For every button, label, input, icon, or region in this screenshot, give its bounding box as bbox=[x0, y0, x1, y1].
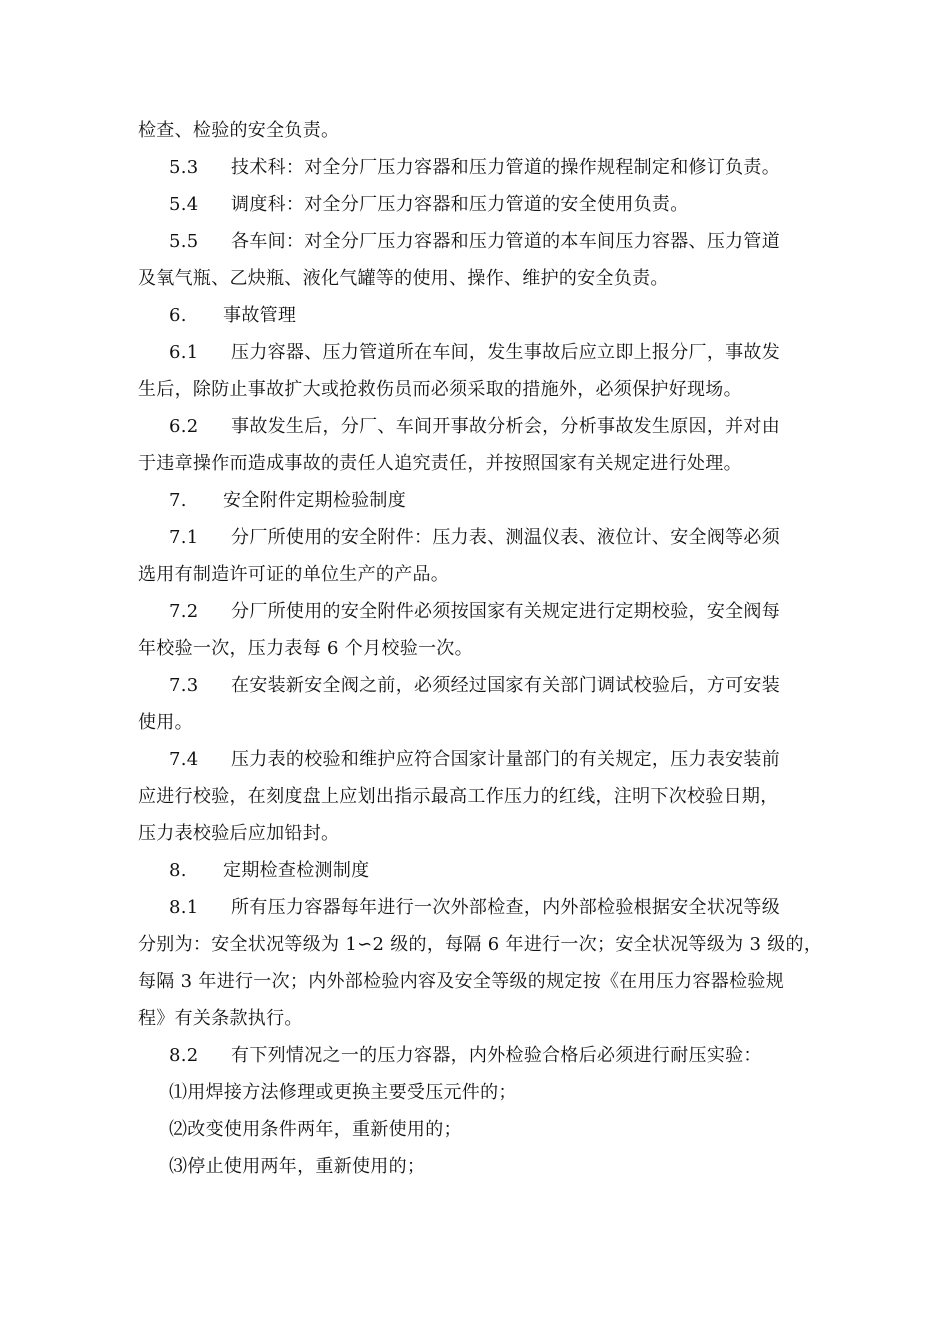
section-number: 5.5 bbox=[169, 231, 199, 252]
line-text: 年校验一次，压力表每 6 个月校验一次。 bbox=[138, 638, 473, 659]
section-text: 所有压力容器每年进行一次外部检查，内外部检验根据安全状况等级 bbox=[231, 897, 781, 918]
section-number: 6.2 bbox=[169, 416, 199, 437]
paragraph-line bbox=[138, 926, 823, 963]
section-text: 事故发生后，分厂、车间开事故分析会，分析事故发生原因，并对由 bbox=[231, 416, 781, 437]
section-7-1 bbox=[138, 519, 818, 556]
section-number: 6. bbox=[169, 305, 187, 326]
section-number: 7.1 bbox=[169, 527, 199, 548]
line-text: 及氧气瓶、乙炔瓶、液化气罐等的使用、操作、维护的安全负责。 bbox=[138, 268, 669, 289]
section-text: 压力表的校验和维护应符合国家计量部门的有关规定，压力表安装前 bbox=[231, 749, 781, 770]
line-text: 选用有制造许可证的单位生产的产品。 bbox=[138, 564, 450, 585]
line-text: 于违章操作而造成事故的责任人追究责任，并按照国家有关规定进行处理。 bbox=[138, 453, 742, 474]
paragraph-line bbox=[138, 112, 818, 149]
section-heading: 定期检查检测制度 bbox=[223, 860, 370, 881]
paragraph-line bbox=[138, 815, 818, 852]
section-5-5 bbox=[138, 223, 818, 260]
section-heading: 安全附件定期检验制度 bbox=[223, 490, 407, 511]
list-item-text: ⑴用焊接方法修理或更换主要受压元件的； bbox=[169, 1082, 517, 1103]
line-text: 每隔 3 年进行一次；内外部检验内容及安全等级的规定按《在用压力容器检验规 bbox=[138, 971, 784, 992]
section-text: 各车间：对全分厂压力容器和压力管道的本车间压力容器、压力管道 bbox=[231, 231, 781, 252]
section-number: 7.2 bbox=[169, 601, 199, 622]
paragraph-line bbox=[138, 556, 818, 593]
line-text: 生后，除防止事故扩大或抢救伤员而必须采取的措施外，必须保护好现场。 bbox=[138, 379, 742, 400]
section-text: 压力容器、压力管道所在车间，发生事故后应立即上报分厂，事故发 bbox=[231, 342, 781, 363]
section-7-3 bbox=[138, 667, 818, 704]
paragraph-line bbox=[138, 704, 818, 741]
section-6-2 bbox=[138, 408, 818, 445]
section-text: 调度科：对全分厂压力容器和压力管道的安全使用负责。 bbox=[231, 194, 689, 215]
paragraph-line bbox=[138, 260, 818, 297]
section-8-1 bbox=[138, 889, 818, 926]
section-number: 8.2 bbox=[169, 1045, 199, 1066]
list-item-text: ⑶停止使用两年，重新使用的； bbox=[169, 1156, 426, 1177]
section-6-heading bbox=[138, 297, 818, 334]
document-body bbox=[138, 112, 823, 1185]
list-item bbox=[138, 1111, 818, 1148]
line-text: 检查、检验的安全负责。 bbox=[138, 120, 340, 141]
section-text: 技术科：对全分厂压力容器和压力管道的操作规程制定和修订负责。 bbox=[231, 157, 781, 178]
paragraph-line bbox=[138, 778, 818, 815]
line-text: 压力表校验后应加铅封。 bbox=[138, 823, 340, 844]
section-7-4 bbox=[138, 741, 818, 778]
section-5-4 bbox=[138, 186, 818, 223]
section-number: 7.3 bbox=[169, 675, 199, 696]
paragraph-line bbox=[138, 630, 818, 667]
section-5-3 bbox=[138, 149, 818, 186]
section-text: 分厂所使用的安全附件：压力表、测温仪表、液位计、安全阀等必须 bbox=[231, 527, 781, 548]
list-item bbox=[138, 1148, 818, 1185]
paragraph-line bbox=[138, 445, 818, 482]
line-text: 应进行校验，在刻度盘上应划出指示最高工作压力的红线，注明下次校验日期， bbox=[138, 786, 779, 807]
section-number: 8. bbox=[169, 860, 187, 881]
section-8-2 bbox=[138, 1037, 818, 1074]
line-text: 使用。 bbox=[138, 712, 193, 733]
line-text: 程》有关条款执行。 bbox=[138, 1008, 303, 1029]
paragraph-line bbox=[138, 963, 818, 1000]
section-8-heading bbox=[138, 852, 818, 889]
section-number: 6.1 bbox=[169, 342, 199, 363]
section-number: 7. bbox=[169, 490, 187, 511]
section-number: 5.4 bbox=[169, 194, 199, 215]
section-number: 8.1 bbox=[169, 897, 199, 918]
section-7-2 bbox=[138, 593, 818, 630]
section-number: 7.4 bbox=[169, 749, 199, 770]
section-number: 5.3 bbox=[169, 157, 199, 178]
section-6-1 bbox=[138, 334, 818, 371]
section-text: 在安装新安全阀之前，必须经过国家有关部门调试校验后，方可安装 bbox=[231, 675, 781, 696]
line-text: 分别为：安全状况等级为 1∽2 级的，每隔 6 年进行一次；安全状况等级为 3 级的， bbox=[138, 934, 823, 955]
list-item bbox=[138, 1074, 818, 1111]
paragraph-line bbox=[138, 371, 818, 408]
section-text: 分厂所使用的安全附件必须按国家有关规定进行定期校验，安全阀每 bbox=[231, 601, 781, 622]
list-item-text: ⑵改变使用条件两年，重新使用的； bbox=[169, 1119, 462, 1140]
section-text: 有下列情况之一的压力容器，内外检验合格后必须进行耐压实验： bbox=[231, 1045, 762, 1066]
paragraph-line bbox=[138, 1000, 818, 1037]
section-7-heading bbox=[138, 482, 818, 519]
section-heading: 事故管理 bbox=[223, 305, 297, 326]
